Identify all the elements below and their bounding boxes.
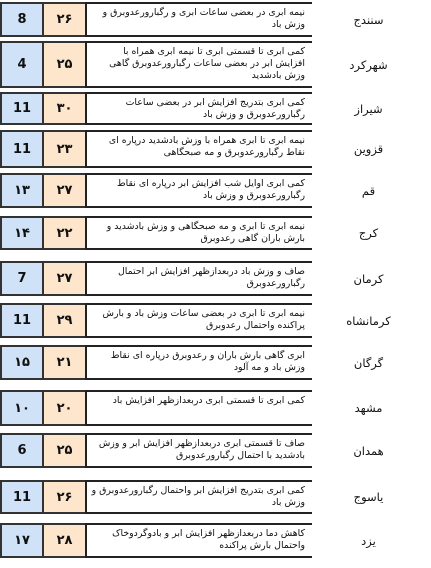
max-temp: ۲۵ (42, 41, 87, 88)
table-row (0, 92, 431, 125)
city-name: مشهد (312, 390, 425, 426)
forecast-description: نیمه ابری در بعضی ساعات ابری و رگبارورعدوبرق و وزش باد (85, 2, 314, 37)
table-row (0, 390, 431, 426)
max-temp: ۲۶ (42, 480, 87, 514)
city-name: یاسوج (312, 480, 425, 514)
max-temp: ۳۰ (42, 92, 87, 125)
forecast-description: صاف تا قسمتی ابری دربعدازظهر افزایش ابر و وزش بادشدید با احتمال رگبارورعدوبرق (85, 433, 314, 468)
city-name: کرمانشاه (312, 303, 425, 338)
city-name: قم (312, 173, 425, 208)
table-row (0, 345, 431, 380)
table-row (0, 173, 431, 208)
min-temp: 4 (0, 41, 44, 88)
city-name: کرمان (312, 261, 425, 296)
forecast-description: صاف و وزش باد دربعدازظهر افزایش ابر احتمال رگبارورعدوبرق (85, 261, 314, 296)
forecast-description: کمی ابری اوایل شب افزایش ابر درپاره ای نقاط رگبارورعدوبرق و وزش باد (85, 173, 314, 208)
table-row (0, 480, 431, 514)
table-row (0, 216, 431, 250)
max-temp: ۲۵ (42, 433, 87, 468)
min-temp: ۱۷ (0, 523, 44, 558)
forecast-description: کمی ابری تا قسمتی ابری تا نیمه ابری همراه با افزایش ابر در بعضی ساعات رگبارورعدوبرق گاهی وزش بادشدید (85, 41, 314, 88)
min-temp: ۱۰ (0, 390, 44, 426)
city-name: یزد (312, 523, 425, 558)
max-temp: ۲۳ (42, 130, 87, 168)
max-temp: ۲۶ (42, 2, 87, 37)
min-temp: ۱۴ (0, 216, 44, 250)
forecast-description: کاهش دما دربعدازظهر افزایش ابر و بادوگردوخاک واحتمال بارش پراکنده (85, 523, 314, 558)
forecast-description: کمی ابری بتدریج افزایش ابر واحتمال رگبارورعدوبرق و وزش باد (85, 480, 314, 514)
max-temp: ۲۲ (42, 216, 87, 250)
table-row (0, 433, 431, 468)
table-row (0, 2, 431, 37)
min-temp: 6 (0, 433, 44, 468)
forecast-description: نیمه ابری تا ابری و مه صبحگاهی و وزش بادشدید و بارش باران گاهی رعدوبرق (85, 216, 314, 250)
min-temp: 11 (0, 480, 44, 514)
forecast-description: کمی ابری بتدریج افزایش ابر در بعضی ساعات رگبارورعدوبرق و وزش باد (85, 92, 314, 125)
min-temp: 11 (0, 130, 44, 168)
city-name: شهرکرد (312, 41, 425, 88)
max-temp: ۲۷ (42, 173, 87, 208)
forecast-description: کمی ابری تا قسمتی ابری دربعدازظهر افزایش باد (85, 390, 314, 426)
forecast-description: نیمه ابری تا ابری همراه با وزش بادشدید درپاره ای نقاط رگبارورعدوبرق و مه صبحگاهی (85, 130, 314, 168)
table-row (0, 523, 431, 558)
table-row (0, 41, 431, 88)
min-temp: 8 (0, 2, 44, 37)
max-temp: ۲۱ (42, 345, 87, 380)
city-name: گرگان (312, 345, 425, 380)
table-row (0, 130, 431, 168)
min-temp: ۱۵ (0, 345, 44, 380)
city-name: سنندج (312, 2, 425, 37)
city-name: کرج (312, 216, 425, 250)
forecast-description: نیمه ابری تا ابری در بعضی ساعات وزش باد و بارش پراکنده واحتمال رعدوبرق (85, 303, 314, 338)
city-name: شیراز (312, 92, 425, 125)
min-temp: 11 (0, 303, 44, 338)
forecast-description: ابری گاهی بارش باران و رعدوبرق درپاره ای نقاط وزش باد و مه آلود (85, 345, 314, 380)
city-name: قزوین (312, 130, 425, 168)
max-temp: ۲۷ (42, 261, 87, 296)
city-name: همدان (312, 433, 425, 468)
table-row (0, 303, 431, 338)
max-temp: ۲۸ (42, 523, 87, 558)
max-temp: ۲۹ (42, 303, 87, 338)
max-temp: ۲۰ (42, 390, 87, 426)
min-temp: ۱۳ (0, 173, 44, 208)
min-temp: 11 (0, 92, 44, 125)
table-row (0, 261, 431, 296)
min-temp: 7 (0, 261, 44, 296)
